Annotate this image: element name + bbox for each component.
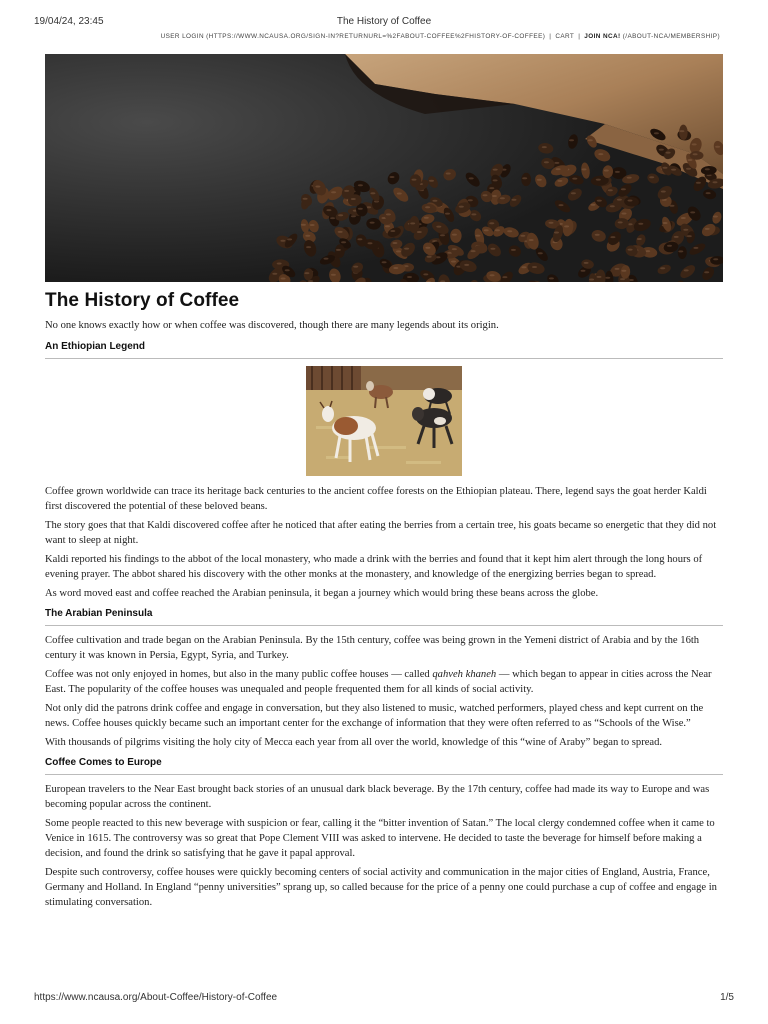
section-paragraph: Kaldi reported his findings to the abbot of the local monastery, who made a drink with the berries and found that it kept him alert through the long hours of evening prayer. The abbot shared his discovery with the other monks at the monastery, and knowledge of the energizing berries began to spread.	[45, 554, 703, 580]
section-heading: The Arabian Peninsula	[45, 608, 723, 626]
print-datetime: 19/04/24, 23:45	[34, 16, 104, 27]
coffee-bean-highlight	[475, 235, 480, 237]
coffee-bean-highlight	[425, 206, 430, 208]
utility-separator: |	[549, 33, 552, 40]
coffee-bean-highlight	[393, 267, 398, 269]
coffee-bean-highlight	[484, 229, 489, 231]
coffee-bean-highlight	[464, 264, 469, 266]
coffee-bean-highlight	[358, 208, 363, 210]
coffee-bean-highlight	[326, 209, 331, 211]
coffee-bean-highlight	[595, 234, 600, 236]
coffee-bean-highlight	[315, 186, 320, 188]
coffee-bean-highlight	[649, 176, 654, 178]
goats-image	[306, 366, 462, 476]
coffee-bean-highlight	[572, 178, 577, 180]
coffee-bean-highlight	[679, 130, 684, 132]
cart-link[interactable]: CART	[555, 33, 575, 40]
coffee-bean-highlight	[336, 249, 341, 251]
coffee-bean-highlight	[493, 179, 498, 181]
coffee-bean-highlight	[390, 230, 395, 232]
coffee-bean-highlight	[436, 226, 441, 228]
coffee-bean-highlight	[628, 249, 633, 251]
coffee-bean-highlight	[627, 177, 632, 179]
section-coffee-comes-to-europe	[45, 757, 723, 910]
coffee-bean-highlight	[370, 222, 375, 224]
coffee-bean	[450, 229, 461, 243]
utility-bar	[161, 33, 720, 40]
coffee-beans-illustration	[45, 54, 723, 282]
section-arabian-peninsula	[45, 608, 723, 750]
coffee-bean-highlight	[417, 231, 422, 233]
page-number: 1/5	[720, 992, 734, 1003]
coffee-bean-highlight	[608, 189, 613, 191]
coffee-bean-highlight	[683, 229, 688, 231]
coffee-bean-highlight	[549, 277, 554, 279]
italic-term-qahveh-khaneh: qahveh khaneh	[432, 669, 497, 680]
coffee-bean-highlight	[686, 168, 691, 170]
section-heading: An Ethiopian Legend	[45, 341, 723, 359]
coffee-bean-highlight	[344, 190, 349, 192]
coffee-bean-highlight	[324, 258, 329, 260]
article-intro: No one knows exactly how or when coffee was discovered, though there are many legends about its origin.	[45, 320, 499, 331]
coffee-bean-highlight	[684, 269, 689, 271]
coffee-bean-highlight	[618, 221, 623, 223]
coffee-bean-highlight	[621, 270, 626, 272]
section-paragraph: European travelers to the Near East brought back stories of an unusual dark black beverage. By the 17th century, coffee had made its way to Europe and was becoming popular across the continent.	[45, 784, 710, 810]
coffee-bean-highlight	[532, 266, 537, 268]
coffee-bean-highlight	[459, 206, 464, 208]
coffee-bean-highlight	[693, 247, 698, 249]
coffee-bean-highlight	[582, 168, 587, 170]
coffee-bean-highlight	[368, 242, 373, 244]
coffee-bean-highlight	[451, 261, 456, 263]
coffee-bean-highlight	[392, 242, 397, 244]
coffee-bean-highlight	[597, 276, 602, 278]
coffee-bean-highlight	[331, 191, 336, 193]
coffee-bean-highlight	[674, 236, 679, 238]
coffee-bean-highlight	[277, 263, 282, 265]
section-paragraph	[45, 667, 723, 697]
coffee-bean-highlight	[638, 223, 643, 225]
goats-illustration	[306, 366, 462, 476]
coffee-bean-highlight	[331, 274, 336, 276]
section-paragraph: The story goes that that Kaldi discovered coffee after he noticed that after eating the berries from a certain tree, his goats became so energetic that they did not want to sleep at night.	[45, 520, 717, 546]
coffee-bean-highlight	[666, 152, 671, 154]
coffee-bean-highlight	[493, 169, 498, 171]
coffee-bean-highlight	[557, 180, 562, 182]
coffee-bean-highlight	[469, 177, 474, 179]
coffee-bean-highlight	[407, 276, 412, 278]
coffee-bean-highlight	[452, 234, 457, 236]
coffee-bean-highlight	[429, 180, 434, 182]
coffee-bean-highlight	[280, 240, 285, 242]
coffee-bean-highlight	[425, 247, 430, 249]
coffee-bean-highlight	[556, 168, 561, 170]
coffee-bean-highlight	[490, 274, 495, 276]
coffee-bean-highlight	[654, 132, 659, 134]
coffee-bean-highlight	[424, 217, 429, 219]
coffee-bean-highlight	[537, 179, 542, 181]
coffee-bean-highlight	[610, 205, 615, 207]
section-heading: Coffee Comes to Europe	[45, 757, 723, 775]
coffee-bean-highlight	[285, 269, 290, 271]
coffee-bean-highlight	[440, 234, 445, 236]
coffee-bean-highlight	[615, 171, 620, 173]
coffee-bean-highlight	[605, 277, 610, 279]
coffee-bean-highlight	[645, 250, 650, 252]
coffee-bean-highlight	[287, 238, 292, 240]
coffee-bean-highlight	[529, 239, 534, 241]
coffee-bean-highlight	[330, 217, 335, 219]
coffee-bean-highlight	[427, 256, 432, 258]
coffee-bean-highlight	[615, 268, 620, 270]
coffee-bean-highlight	[397, 193, 402, 195]
print-url: https://www.ncausa.org/About-Coffee/History-of-Coffee	[34, 992, 278, 1003]
coffee-bean-highlight	[522, 177, 527, 179]
coffee-bean-highlight	[704, 271, 709, 273]
coffee-bean-highlight	[521, 266, 526, 268]
section-paragraph: As word moved east and coffee reached the Arabian peninsula, it began a journey which would bring these beans across the globe.	[45, 588, 599, 599]
coffee-bean-highlight	[715, 146, 720, 148]
coffee-bean-highlight	[423, 273, 428, 275]
coffee-bean-highlight	[492, 195, 497, 197]
coffee-bean-highlight	[681, 217, 686, 219]
article-title: The History of Coffee	[45, 290, 240, 311]
coffee-bean-highlight	[502, 276, 507, 278]
coffee-bean-highlight	[500, 197, 505, 199]
coffee-bean-highlight	[598, 153, 603, 155]
coffee-bean-highlight	[357, 238, 362, 240]
print-page-title: The History of Coffee	[336, 16, 432, 27]
coffee-bean-highlight	[468, 199, 473, 201]
section-paragraph: Despite such controversy, coffee houses were quickly becoming centers of social activity and communication in the major cities of England, Austria, France, Germany and Holland. In England “penny universities” sprang up, so called because for the price of a penny one could purchase a cup of coffee and engage in stimulating conversation.	[45, 867, 717, 908]
coffee-bean-highlight	[520, 235, 525, 237]
coffee-bean-highlight	[554, 232, 559, 234]
coffee-bean-highlight	[622, 213, 627, 215]
coffee-bean-highlight	[489, 187, 494, 189]
coffee-bean-highlight	[597, 200, 602, 202]
coffee-bean-highlight	[396, 250, 401, 252]
print-footer	[34, 992, 734, 1006]
coffee-bean-highlight	[690, 211, 695, 213]
coffee-bean-highlight	[410, 222, 415, 224]
hero-image-coffee-beans	[45, 54, 723, 282]
coffee-bean-highlight	[659, 149, 664, 151]
paragraph-text: Coffee was not only enjoyed in homes, but also in the many public coffee houses — called	[45, 669, 433, 680]
coffee-bean-highlight	[310, 224, 315, 226]
coffee-bean-highlight	[660, 267, 665, 269]
join-nca-link[interactable]: JOIN NCA!	[584, 33, 621, 40]
coffee-bean-highlight	[272, 273, 277, 275]
section-paragraph: Some people reacted to this new beverage with suspicion or fear, calling it the “bitter invention of Satan.” The local clergy condemned coffee when it came to Venice in 1615. The controversy was so great that Pope Clement VIII was asked to intervene. He decided to taste the beverage for himself before making a decision, and found the drink so satisfying that he gave it papal approval.	[45, 818, 715, 859]
coffee-bean-highlight	[471, 250, 476, 252]
coffee-bean-highlight	[370, 192, 375, 194]
coffee-bean-highlight	[338, 231, 343, 233]
coffee-bean-highlight	[507, 230, 512, 232]
coffee-bean-highlight	[390, 176, 395, 178]
coffee-bean-highlight	[705, 168, 710, 170]
coffee-bean-highlight	[306, 246, 311, 248]
coffee-bean-highlight	[303, 198, 308, 200]
coffee-bean-highlight	[705, 228, 710, 230]
utility-separator: |	[578, 33, 581, 40]
coffee-bean-highlight	[554, 162, 559, 164]
coffee-bean-highlight	[305, 235, 310, 237]
paragraph-text: — which began to appear in cities across the Near East. The popularity of the coffee houses was unequaled and people frequented them for all kinds of social activity.	[45, 669, 712, 695]
coffee-bean-highlight	[353, 266, 358, 268]
print-header	[34, 16, 734, 30]
coffee-bean-highlight	[382, 261, 387, 263]
coffee-bean-highlight	[446, 173, 451, 175]
coffee-bean-highlight	[338, 214, 343, 216]
coffee-bean-highlight	[404, 248, 409, 250]
coffee-bean-highlight	[713, 181, 718, 183]
coffee-bean-highlight	[358, 184, 363, 186]
coffee-bean-highlight	[588, 139, 593, 141]
coffee-bean-highlight	[538, 252, 543, 254]
coffee-bean-highlight	[621, 188, 626, 190]
coffee-bean-highlight	[596, 179, 601, 181]
coffee-bean-highlight	[512, 199, 517, 201]
coffee-bean-highlight	[495, 229, 500, 231]
coffee-bean-highlight	[713, 216, 718, 218]
section-paragraph: Coffee cultivation and trade began on the Arabian Peninsula. By the 15th century, coffee was being grown in the Yemeni district of Arabia and by the 16th century it was known in Persia, Egypt, Syria, and Turkey.	[45, 635, 700, 661]
coffee-bean-highlight	[452, 248, 457, 250]
section-paragraph: With thousands of pilgrims visiting the holy city of Mecca each year from all over the world, knowledge of this “wine of Araby” began to spread.	[45, 737, 663, 748]
coffee-bean-highlight	[432, 200, 437, 202]
section-ethiopian-legend	[45, 341, 723, 601]
coffee-bean-highlight	[386, 213, 391, 215]
coffee-bean-highlight	[591, 204, 596, 206]
coffee-bean-highlight	[549, 222, 554, 224]
coffee-bean-highlight	[696, 182, 701, 184]
coffee-bean-highlight	[589, 279, 594, 281]
coffee-bean-highlight	[304, 272, 309, 274]
coffee-bean-highlight	[687, 159, 692, 161]
join-nca-url[interactable]: (/ABOUT-NCA/MEMBERSHIP)	[622, 33, 720, 40]
coffee-bean-highlight	[604, 170, 609, 172]
user-login-link[interactable]: USER LOGIN (HTTPS://WWW.NCAUSA.ORG/SIGN-IN?RETURNURL=%2FABOUT-COFFEE%2FHISTORY-OF-COFFEE)	[160, 33, 546, 40]
coffee-bean-highlight	[569, 139, 574, 141]
coffee-bean-highlight	[693, 153, 698, 155]
coffee-bean-highlight	[706, 192, 711, 194]
coffee-bean-highlight	[671, 169, 676, 171]
coffee-bean-highlight	[692, 143, 697, 145]
coffee-bean-highlight	[490, 248, 495, 250]
coffee-bean-highlight	[617, 199, 622, 201]
coffee-bean-highlight	[471, 213, 476, 215]
coffee-bean-highlight	[663, 222, 668, 224]
coffee-bean-highlight	[301, 224, 306, 226]
coffee-bean-highlight	[341, 241, 346, 243]
coffee-bean-highlight	[661, 191, 666, 193]
coffee-bean-highlight	[544, 161, 549, 163]
coffee-bean-highlight	[678, 250, 683, 252]
coffee-bean-highlight	[628, 200, 633, 202]
coffee-bean-highlight	[511, 249, 516, 251]
coffee-bean-highlight	[445, 213, 450, 215]
coffee-bean-highlight	[687, 235, 692, 237]
coffee-bean-highlight	[489, 222, 494, 224]
section-paragraph: Coffee grown worldwide can trace its heritage back centuries to the ancient coffee forests on the Ethiopian plateau. There, legend says the goat herder Kaldi first discovered the potential of these beloved beans.	[45, 486, 707, 512]
coffee-bean-highlight	[351, 198, 356, 200]
coffee-bean-highlight	[412, 179, 417, 181]
coffee-bean-highlight	[542, 146, 547, 148]
coffee-bean-highlight	[713, 258, 718, 260]
coffee-bean-highlight	[667, 245, 672, 247]
coffee-bean-highlight	[584, 262, 589, 264]
coffee-bean-highlight	[663, 167, 668, 169]
section-paragraph: Not only did the patrons drink coffee and engage in conversation, but they also listened to music, watched performers, played chess and kept current on the news. Coffee houses quickly became such an important center for the exchange of information that they were often referred to as “Schools of the Wise.”	[45, 703, 704, 729]
coffee-bean-highlight	[610, 236, 615, 238]
coffee-bean-highlight	[564, 225, 569, 227]
coffee-bean-highlight	[581, 270, 586, 272]
coffee-bean-highlight	[281, 278, 286, 280]
article-content	[45, 290, 723, 917]
coffee-bean-highlight	[559, 204, 564, 206]
coffee-bean-highlight	[483, 194, 488, 196]
coffee-bean-highlight	[637, 238, 642, 240]
coffee-bean-highlight	[571, 192, 576, 194]
coffee-bean-highlight	[385, 225, 390, 227]
